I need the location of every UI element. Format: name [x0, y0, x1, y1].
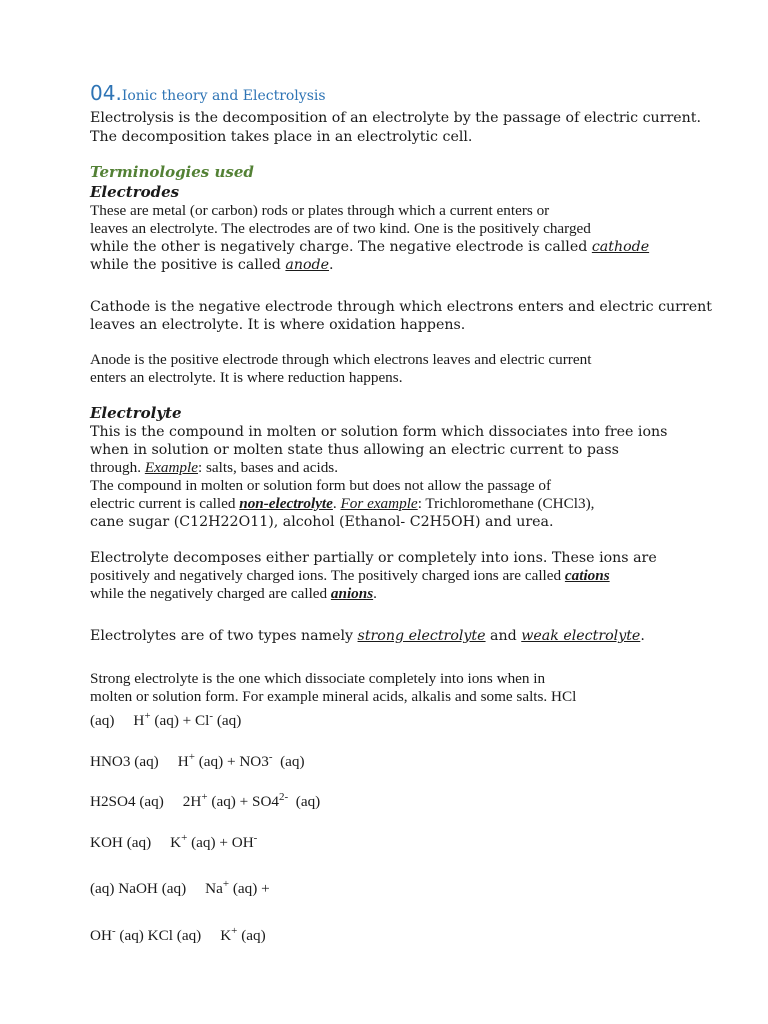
eq-naoh-a: (aq) NaOH (aq) Na: [90, 880, 223, 897]
electrolyte-line-6: cane sugar (C12H22O11), alcohol (Ethanol- C2H5OH) and urea.: [90, 514, 554, 530]
types-and: and: [485, 628, 522, 644]
electrodes-line-4: [90, 256, 334, 274]
equation-naoh: [90, 877, 270, 898]
eq-naoh-sup1: +: [222, 877, 230, 890]
eq-koh-b: (aq) + OH: [187, 834, 254, 851]
eq-h2so4-sup1: +: [201, 790, 208, 803]
eq-kcl-a: OH: [90, 927, 112, 944]
for-example-label: For example: [340, 495, 418, 512]
eq-h2so4-sup2: 2-: [279, 790, 289, 803]
eq-kcl-b: (aq) KCl (aq) K: [115, 927, 232, 944]
electrolyte-line-2: when in solution or molten state thus allowing an electric current to pass: [90, 442, 619, 458]
eq-h2so4-c: (aq): [288, 793, 321, 810]
equation-kcl: [90, 924, 266, 945]
chapter-number: 04.: [90, 81, 122, 105]
electrodes-period: .: [329, 257, 334, 273]
cathode-term: cathode: [591, 239, 650, 255]
eq-kcl-sup2: +: [231, 924, 238, 937]
cations-term: cations: [564, 567, 610, 584]
example-label: Example: [144, 459, 198, 476]
chapter-title: Ionic theory and Electrolysis: [121, 88, 326, 104]
eq-hno3-b: (aq) + NO3: [194, 753, 269, 770]
terminologies-heading: Terminologies used: [90, 163, 254, 181]
intro-line-2: The decomposition takes place in an electrolytic cell.: [90, 129, 473, 145]
eq-koh-a: KOH (aq) K: [90, 834, 182, 851]
eq-koh-sup1: +: [181, 831, 188, 844]
eq-h2so4-a: H2SO4 (aq) 2H: [90, 793, 202, 810]
eq-kcl-c: (aq): [237, 927, 266, 944]
electrolyte-line-5: [90, 495, 594, 513]
eq-naoh-b: (aq) +: [229, 880, 270, 897]
eq-hcl-sup2: -: [209, 709, 214, 722]
chapter-heading: [90, 81, 326, 105]
anode-def-line-1: Anode is the positive electrode through which electrons leaves and electric current: [90, 351, 592, 368]
weak-electrolyte-term: weak electrolyte: [521, 628, 641, 644]
strong-electrolyte-term: strong electrolyte: [357, 628, 486, 644]
decompose-line-3: [90, 585, 377, 603]
types-prefix: Electrolytes are of two types namely: [90, 628, 358, 644]
types-period: .: [640, 628, 645, 644]
equation-hcl: [90, 709, 242, 730]
non-electrolyte-term: non-electrolyte: [239, 495, 333, 512]
electrolyte-line-5-suffix: : Trichloromethane (CHCl3),: [417, 495, 595, 512]
electrodes-line-2: leaves an electrolyte. The electrodes are of two kind. One is the positively charged: [90, 220, 591, 237]
eq-hcl-sup1: +: [144, 709, 151, 722]
anode-term: anode: [285, 257, 330, 273]
electrolyte-line-3: [90, 459, 338, 477]
electrodes-line-3-text: while the other is negatively charge. The negative electrode is called: [90, 239, 592, 255]
equation-koh: [90, 831, 258, 852]
eq-koh-sup2: -: [253, 831, 258, 844]
electrolyte-line-1: This is the compound in molten or solution form which dissociates into free ions: [90, 424, 668, 440]
electrodes-line-1: These are metal (or carbon) rods or plates through which a current enters or: [90, 202, 550, 219]
types-line: [90, 627, 645, 645]
decompose-period: .: [373, 585, 377, 602]
equation-h2so4: [90, 790, 321, 811]
equation-hno3: [90, 750, 305, 771]
eq-hno3-c: (aq): [272, 753, 305, 770]
anode-def-line-2: enters an electrolyte. It is where reduction happens.: [90, 369, 403, 386]
eq-hcl-b: (aq) + Cl: [150, 712, 210, 729]
eq-hcl-c: (aq): [213, 712, 242, 729]
decompose-line-1: Electrolyte decomposes either partially or completely into ions. These ions are: [90, 550, 657, 566]
strong-def-line-1: Strong electrolyte is the one which dissociate completely into ions when in: [90, 670, 546, 687]
eq-kcl-sup1: -: [111, 924, 116, 937]
decompose-line-3-prefix: while the negatively charged are called: [90, 585, 331, 602]
decompose-line-2: [90, 567, 610, 585]
electrolyte-heading: Electrolyte: [90, 404, 182, 422]
electrodes-line-3: [90, 238, 649, 256]
cathode-def-line-2: leaves an electrolyte. It is where oxidation happens.: [90, 317, 466, 333]
intro-line-1: Electrolysis is the decomposition of an electrolyte by the passage of electric current.: [90, 110, 701, 126]
eq-hno3-a: HNO3 (aq) H: [90, 753, 189, 770]
electrodes-line-4-text: while the positive is called: [90, 257, 286, 273]
electrolyte-line-5-prefix: electric current is called: [90, 495, 240, 512]
decompose-line-2-prefix: positively and negatively charged ions. The positively charged ions are called: [90, 567, 565, 584]
electrolyte-line-4: The compound in molten or solution form but does not allow the passage of: [90, 477, 552, 494]
strong-def-line-2: molten or solution form. For example mineral acids, alkalis and some salts. HCl: [90, 688, 577, 705]
electrolyte-line-3-prefix: through.: [90, 459, 145, 476]
cathode-def-line-1: Cathode is the negative electrode through which electrons enters and electric current: [90, 299, 712, 315]
eq-hcl-a: (aq) H: [90, 712, 145, 729]
electrolyte-line-3-suffix: : salts, bases and acids.: [197, 459, 339, 476]
eq-h2so4-b: (aq) + SO4: [207, 793, 280, 810]
electrodes-heading: Electrodes: [90, 183, 180, 201]
eq-hno3-sup2: -: [268, 750, 273, 763]
electrolyte-line-5-dot: .: [332, 495, 341, 512]
eq-hno3-sup1: +: [188, 750, 195, 763]
anions-term: anions: [330, 585, 374, 602]
